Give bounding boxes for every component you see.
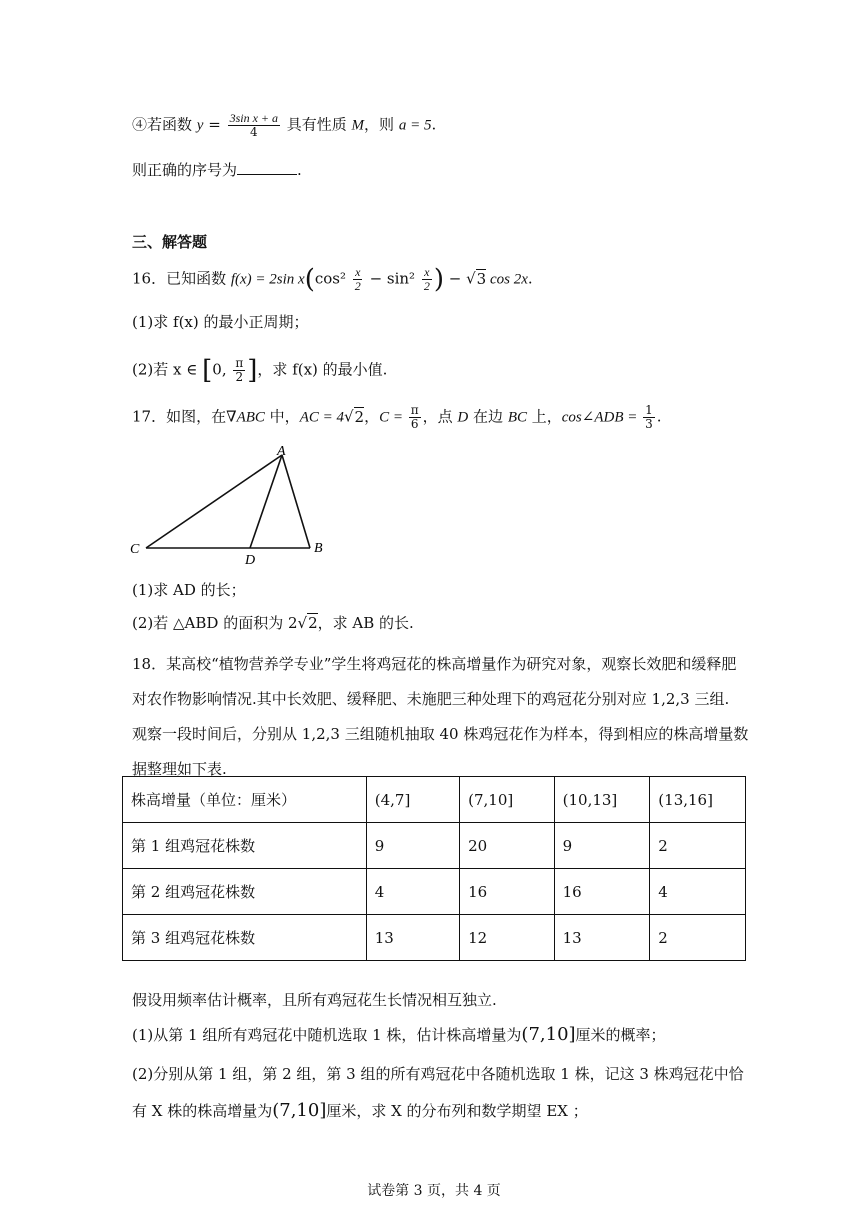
table-header-cell: (4,7] — [366, 777, 459, 823]
page-footer: 试卷第 3 页，共 4 页 — [367, 1183, 501, 1199]
answer-blank — [237, 160, 297, 175]
q17-bc: BC — [507, 409, 527, 426]
table-cell: 4 — [366, 869, 459, 915]
item-4-prefix: ④若函数 — [132, 115, 197, 134]
q18-p2-b: 厘米，求 X 的分布列和数学期望 EX ； — [326, 1102, 588, 1120]
q17-p2-rad: 2 — [308, 614, 318, 632]
side-ab — [282, 455, 310, 548]
table-header-cell: 株高增量（单位：厘米） — [123, 777, 367, 823]
q17-stem-a: 17．如图，在∇ — [132, 407, 237, 426]
table-header-cell: (7,10] — [460, 777, 555, 823]
q18-line-4: 据整理如下表. — [132, 760, 227, 778]
table-cell: 2 — [650, 823, 746, 869]
q16-rparen: ) — [433, 264, 444, 295]
item-4-fraction — [228, 112, 280, 139]
item-4-eq: = — [203, 115, 226, 134]
q17-stem-c: ， — [364, 407, 380, 426]
table-cell: 第 3 组鸡冠花株数 — [123, 915, 367, 961]
q17-stem: 17．如图，在∇ABC 中，AC = 4√2，C = $\frac{\pi}{6}$ ，点 D 在边 BC 上，cos∠ADB = $\frac{1}{3}$ . — [132, 403, 662, 431]
q16-lparen: ( — [304, 264, 315, 295]
q16-rbracket: ] — [247, 355, 258, 386]
q17-ac: AC = 4 — [299, 409, 344, 426]
q16-half-1 — [353, 266, 363, 293]
q16-p2-c: ，求 f(x) 的最小值. — [257, 360, 388, 379]
q16-stem-d: − sin² — [364, 269, 420, 288]
label-c: C — [130, 542, 140, 557]
table-cell: 第 1 组鸡冠花株数 — [123, 823, 367, 869]
q17-tri: ABC — [236, 409, 265, 426]
q16-half-2 — [422, 266, 432, 293]
q16-stem: 16．已知函数 f(x) = 2sin x(cos² $\frac{x}{2}$ − sin² $\frac{x}{2}$ ) − √3 cos 2x. — [132, 264, 533, 295]
item-4-frac-num: 3sin x + a — [229, 111, 278, 125]
table-row — [123, 915, 746, 961]
answer-line — [132, 160, 302, 180]
table-cell: 16 — [554, 869, 650, 915]
q17-stem-e: 在边 — [468, 407, 508, 426]
q18-part-2-line-2 — [132, 1101, 588, 1121]
q17-ac-rad: 2 — [354, 407, 365, 426]
q18-p1-b: 厘米的概率； — [575, 1026, 666, 1044]
q17-stem-b: 中， — [264, 407, 300, 426]
q16-half-2-num: x — [424, 265, 430, 279]
q17-one-third — [643, 404, 655, 431]
q17-part-2: (2)若 △ABD 的面积为 2√2，求 AB 的长. — [132, 614, 414, 632]
q16-p2-a: (2)若 x ∈ — [132, 360, 203, 379]
q18-assumption: 假设用频率估计概率，且所有鸡冠花生长情况相互独立. — [132, 991, 497, 1009]
table-cell: 9 — [554, 823, 650, 869]
table-row — [123, 869, 746, 915]
q17-p2-b: ，求 AB 的长. — [317, 614, 414, 632]
q17-c-den: 6 — [410, 417, 419, 431]
q18-line-2: 对农作物影响情况.其中长效肥、缓释肥、未施肥三种处理下的鸡冠花分别对应 1,2,3 三组. — [132, 690, 730, 708]
table-cell: 第 2 组鸡冠花株数 — [123, 869, 367, 915]
side-ca — [146, 455, 282, 548]
q18-part-1 — [132, 1025, 666, 1045]
item-4-mid: 具有性质 — [282, 115, 352, 134]
q16-half-1-num: x — [355, 265, 361, 279]
item-4-frac-den: 4 — [249, 125, 258, 139]
q16-stem-a: 16．已知函数 — [132, 269, 231, 288]
item-4-suffix: ，则 — [364, 115, 399, 134]
q17-stem-end: . — [656, 407, 662, 426]
segment-ad — [250, 455, 282, 548]
q18-p1-a: (1)从第 1 组所有鸡冠花中随机选取 1 株，估计株高增量为 — [132, 1026, 522, 1044]
q16-stem-b: f(x) = 2sin x — [230, 271, 305, 288]
answer-line-text: 则正确的序号为 — [132, 161, 238, 179]
q17-d-pt: D — [457, 409, 469, 426]
q18-p1-interval: (7,10] — [521, 1024, 576, 1045]
q17-stem-d: ，点 — [422, 407, 458, 426]
label-a: A — [277, 444, 286, 459]
q17-cos: cos∠ADB = — [561, 409, 642, 426]
q16-stem-c: cos² — [314, 269, 351, 288]
table-cell: 16 — [460, 869, 555, 915]
item-4-y: y — [196, 117, 204, 134]
answer-line-end: . — [297, 161, 302, 179]
table-cell: 2 — [650, 915, 746, 961]
table-cell: 13 — [554, 915, 650, 961]
q17-c-num: π — [410, 403, 419, 417]
label-d: D — [245, 553, 256, 568]
q17-part-1: (1)求 AD 的长； — [132, 581, 246, 599]
table-header-cell: (13,16] — [650, 777, 746, 823]
q18-data-table — [122, 776, 746, 961]
table-cell: 9 — [366, 823, 459, 869]
q17-c-angle: C = — [379, 409, 407, 426]
table-cell: 12 — [460, 915, 555, 961]
q16-pi-num: π — [235, 356, 244, 370]
item-4-line — [132, 112, 436, 139]
triangle-figure — [128, 440, 348, 570]
q16-pi-half — [233, 357, 245, 384]
table-cell: 13 — [366, 915, 459, 961]
label-b: B — [314, 541, 323, 556]
q17-pi-sixth — [409, 404, 421, 431]
q16-lbracket: [ — [202, 355, 213, 386]
q16-stem-g: cos 2x — [486, 271, 528, 288]
q18-line-3: 观察一段时间后，分别从 1,2,3 三组随机抽取 40 株鸡冠花作为样本，得到相应的株高增量数 — [132, 725, 749, 743]
q16-half-2-den: 2 — [423, 279, 430, 293]
q18-part-2-line-1: (2)分别从第 1 组，第 2 组，第 3 组的所有鸡冠花中各随机选取 1 株，记这 3 株鸡冠花中恰 — [132, 1065, 744, 1083]
table-header-cell: (10,13] — [554, 777, 650, 823]
q17-cos-den: 3 — [645, 417, 653, 431]
q16-half-1-den: 2 — [354, 279, 361, 293]
q16-pi-den: 2 — [235, 370, 244, 384]
table-cell: 4 — [650, 869, 746, 915]
q16-sqrt-3: 3 — [476, 269, 487, 288]
q18-p2-a: 有 X 株的株高增量为 — [132, 1102, 273, 1120]
q17-cos-num: 1 — [645, 403, 653, 417]
item-4-cond: a = 5 — [398, 117, 432, 134]
item-4-end: . — [431, 115, 437, 134]
q16-part-2 — [132, 357, 387, 384]
table-row — [123, 823, 746, 869]
table-cell: 20 — [460, 823, 555, 869]
table-header-row — [123, 777, 746, 823]
q17-stem-f: 上， — [526, 407, 562, 426]
q17-p2-a: (2)若 △ABD 的面积为 2 — [132, 614, 298, 632]
q16-p2-b: 0, — [212, 360, 232, 379]
q16-part-1: (1)求 f(x) 的最小正周期； — [132, 313, 309, 331]
q18-line-1: 18．某高校“植物营养学专业”学生将鸡冠花的株高增量作为研究对象，观察长效肥和缓释肥 — [132, 655, 737, 673]
q16-stem-e: − — [444, 269, 467, 288]
item-4-prop: M — [351, 117, 365, 134]
q18-p2-interval: (7,10] — [272, 1100, 327, 1121]
q16-stem-end: . — [527, 269, 533, 288]
section-3-title: 三、解答题 — [132, 233, 208, 251]
